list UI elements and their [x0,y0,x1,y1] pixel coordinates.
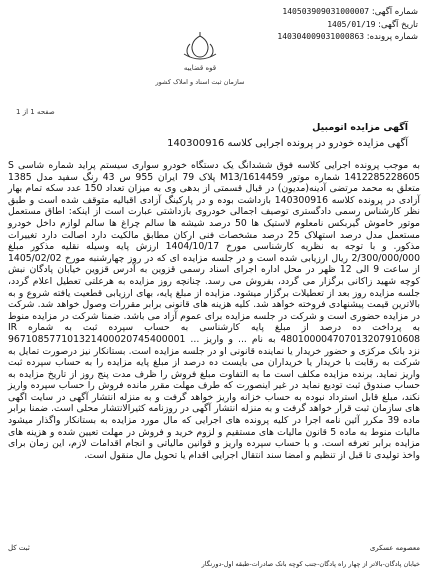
signature-name: معصومه عسکری [369,544,420,552]
ad-subtitle: آگهی مزایده خودرو در پرونده اجرایی کلاسه 140300916 [167,138,408,149]
notice-number: 140503909031000007 [282,7,370,16]
ad-title: آگهی مزایده اتومبیل [312,122,408,133]
page-number: صفحه 1 از 1 [16,108,55,116]
judiciary-emblem-icon [150,30,250,90]
signature-block [8,544,420,552]
footer-address: خیابان پادگان-بالاتر از چهار راه پادگان-جنب کوچه بانک صادرات-طبقه اول-دورنگار [201,560,420,568]
emblem-line1: قوه قضاییه [183,64,217,72]
signature-role: ثبت کل [8,544,30,552]
ad-body: به موجب پرونده اجرایی کلاسه فوق ششدانگ یک دستگاه خودرو سواری سیستم پراید شماره شاسی S 1412285228605 شماره موتور M13/1614459 پلاک 79 ایران 955 س 43 رنگ سفید مدل 1385 متعلق به محمد مرتضی آدینه(مدیون) در قبال قسمتی از بدهی وی به میزان تعداد 150 عدد سکه تمام بهار آزادی در پرونده کلاسه 140300916 بازداشت بوده و در پارکینگ آزادی اقبالیه متوقف شده است و طبق نظر کارشناس رسمی دادگستری توصیف اجمالی خودروی بازداشتی عبارت است از اینکه: اطاق مستعمل موتور خاموش گیربکس نامعلوم لاستیک ها 50 درصد شیشه ها سالم چراغ ها سالم لوازم داخل خودرو مستعمل مدل درصد استهلاک 25 درصد مشخصات فنی ارکان مطابق مالکیت دارد اصالت دارد تغییرات مذکور. و با توجه به نظریه کارشناسی مورخ 1404/10/17 ارزش پایه وسیله نقلیه مذکور مبلغ 2/300/000/000 ریال ارزیابی شده است و در جلسه مزایده ای که در روز چهارشنبه مورخ 1405/02/02 از ساعت 9 الی 12 ظهر در محل اداره اجرای اسناد رسمی قزوین به آدرس قزوین خیابان پادگان نبش کوچه شهید زاکانی برگزار می گردد، بفروش می رسد. چنانچه روز مزایده به هرعلتی تعطیل اعلام گردد، جلسه مزایده روز بعد از تعطیلات برگزار میشود. مزایده از مبلغ پایه، بهای ارزیابی قطعیت یافته شروع و به بالاترین قیمت پیشنهادی فروخته خواهد شد. کلیه هزینه های قانونی برابر مقررات وصول خواهد شد. شرکت در مزایده حضوری است و شرکت در جلسه مزایده برای عموم آزاد می باشد. ضمنا شرکت در مزایده منوط به پرداخت ده درصد از مبلغ پایه کارشناسی به حساب سپرده ثبت به شماره IR 480100004707013207910608 به نام ... و واریز ... 967108577101321400020745400001 نزد بانک مرکزی و حضور خریدار یا نماینده قانونی او در جلسه مزایده است. بستانکار نیز درصورت تمایل به شرکت به رقابت با خریدار یا خریداران می بایست ده درصد از مبلغ پایه مزایده را به حساب سپرده ثبت واریز نماید. برنده مزایده مکلف است ما به التفاوت مبلغ فروش را ظرف مدت پنج روز از تاریخ مزایده به حساب صندوق ثبت تودیع نماید در غیر اینصورت که طرف مهلت مقرر مانده فروش را حساب سپرده واریز نکند، مبلغ قابل استرداد نبوده به حساب خزانه واریز خواهد گرفت و به منزله انتشار آگهی در سایت اگهی های سازمان ثبت قرار خواهد گرفت و به منزله انتشار آگهی در روزنامه کثیرالانتشار محلی است. ضمنا برابر ماده 39 مکرر آئین نامه اجرا در کلیه پرونده های اجرایی که مال مورد مزایده به بستانکار واگذار میشود مالیات منوط به ماده 5 قانون مالیات های مستقیم و لزوم خرید و فروش در مهلت تعیین شده و هزینه های مزایده برابر تعرفه است. و با حساب سپرده واریز و قوانین مالیاتی و انجام اقدامات لازم، این زمان برای واخذ تولیدی تا قبل از تنظیم و امضا سند انتقال اجرایی اقدام یا تحویل مال منقول است. [8,160,421,461]
notice-number-row [198,6,418,19]
notice-date: 1405/01/19 [327,19,376,29]
case-number-label: شماره پرونده: [366,32,418,42]
emblem-line2: سازمان ثبت اسناد و املاک کشور [155,78,245,86]
case-number: 140304009031000863 [277,32,365,41]
notice-date-label: تاریخ آگهی: [378,19,418,30]
notice-number-label: شماره آگهی: [371,7,418,17]
